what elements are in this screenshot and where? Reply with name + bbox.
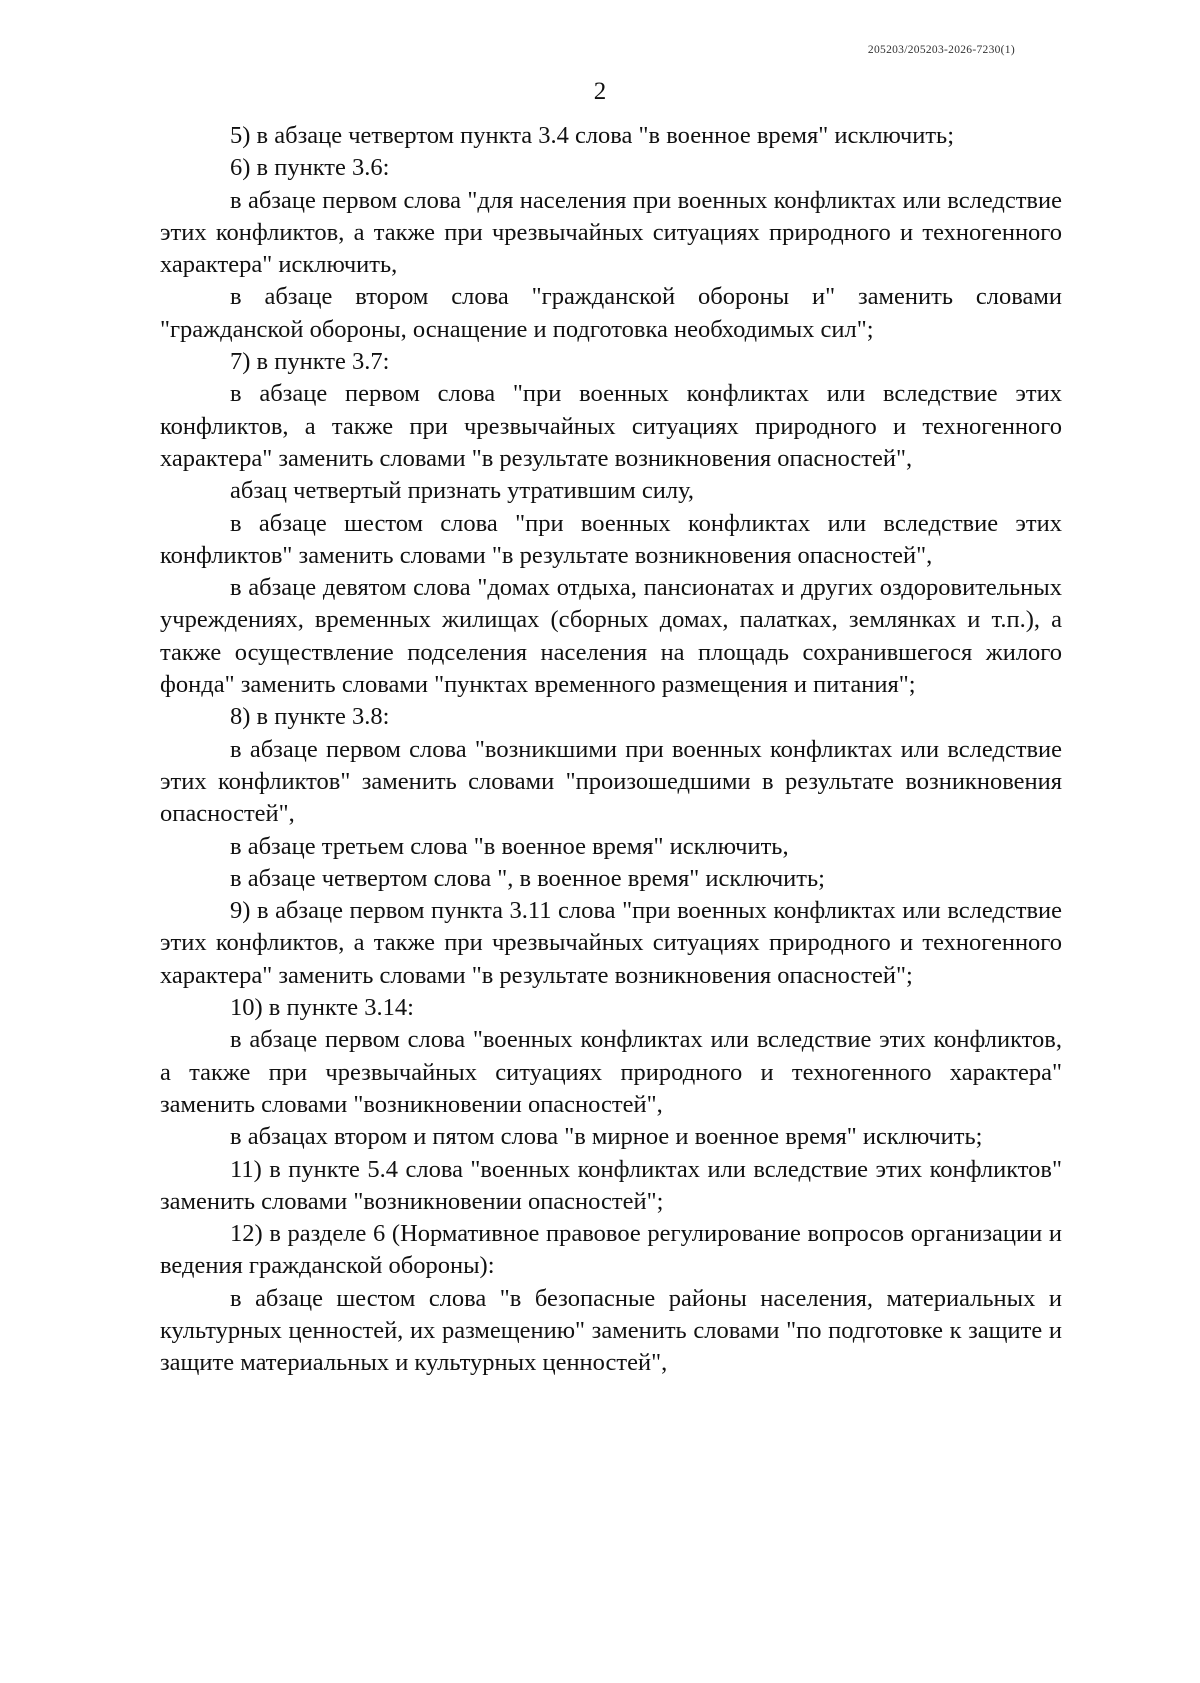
paragraph: в абзаце девятом слова "домах отдыха, пансионатах и других оздоровительных учреждениях, временных жилищах (сборных домах, палатках, землянках и т.п.), а также осуществление подселения населения на площадь сохранившегося жилого фонда" заменить словами "пунктах временного размещения и питания"; (160, 574, 1062, 699)
paragraph: 7) в пункте 3.7: (230, 348, 390, 376)
paragraph: в абзаце четвертом слова ", в военное время" исключить; (230, 864, 825, 892)
page-number: 2 (593, 78, 607, 105)
paragraph: в абзаце первом слова "при военных конфликтах или вследствие этих конфликтов, а также при чрезвычайных ситуациях природного и техногенного характера" заменить словами "в результате возникновения опасностей", (160, 380, 1062, 472)
paragraph: абзац четвертый признать утратившим силу, (230, 477, 695, 505)
paragraph: 11) в пункте 5.4 слова "военных конфликтах или вследствие этих конфликтов" заменить словами "возникновении опасностей"; (160, 1155, 1062, 1215)
paragraph: 8) в пункте 3.8: (230, 703, 390, 731)
document-body (160, 120, 1062, 1380)
paragraph: в абзаце третьем слова "в военное время" исключить, (230, 832, 789, 860)
paragraph: 9) в абзаце первом пункта 3.11 слова "при военных конфликтах или вследствие этих конфликтов, а также при чрезвычайных ситуациях природного и техногенного характера" заменить словами "в результате возникновения опасностей"; (160, 897, 1062, 989)
paragraph: в абзаце первом слова "для населения при военных конфликтах или вследствие этих конфликтов, а также при чрезвычайных ситуациях природного и техногенного характера" исключить, (160, 186, 1062, 279)
paragraph: в абзаце первом слова "возникшими при военных конфликтах или вследствие этих конфликтов" заменить словами "произошедшими в результате возникновения опасностей", (160, 735, 1062, 828)
paragraph: в абзаце шестом слова "в безопасные районы населения, материальных и культурных ценностей, их размещению" заменить словами "по подготовке к защите и защите материальных и культурных ценностей", (160, 1284, 1062, 1377)
paragraph: 10) в пункте 3.14: (230, 994, 414, 1022)
paragraph: 5) в абзаце четвертом пункта 3.4 слова "в военное время" исключить; (230, 122, 955, 149)
document-code: 205203/205203-2026-7230(1) (867, 44, 1015, 56)
paragraph: 12) в разделе 6 (Нормативное правовое регулирование вопросов организации и ведения гражданской обороны): (160, 1220, 1062, 1280)
paragraph: в абзацах втором и пятом слова "в мирное и военное время" исключить; (230, 1123, 983, 1151)
paragraph: в абзаце шестом слова "при военных конфликтах или вследствие этих конфликтов" заменить словами "в результате возникновения опасностей", (160, 509, 1062, 569)
paragraph: в абзаце втором слова "гражданской обороны и" заменить словами "гражданской обороны, оснащение и подготовка необходимых сил"; (160, 283, 1062, 343)
paragraph: 6) в пункте 3.6: (230, 154, 390, 182)
paragraph: в абзаце первом слова "военных конфликтах или вследствие этих конфликтов, а также при чрезвычайных ситуациях природного и техногенного характера" заменить словами "возникновении опасностей", (160, 1026, 1062, 1118)
